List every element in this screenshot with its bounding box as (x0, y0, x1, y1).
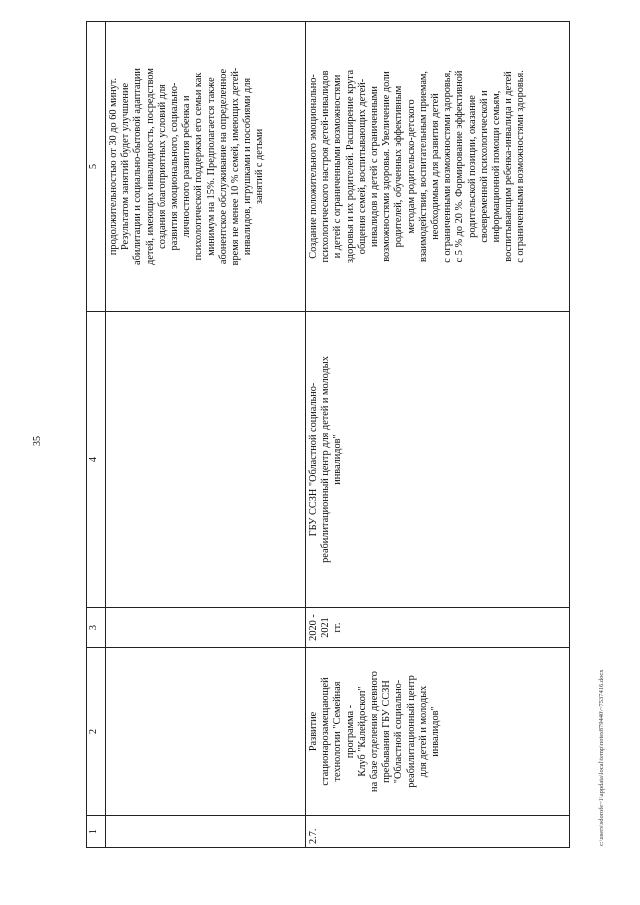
text-line: программа - (344, 704, 356, 759)
text-line: реабилитационный центр (405, 675, 417, 788)
expected-result-cell (306, 22, 570, 312)
text-line: "Областной социально- (393, 679, 405, 784)
text-line: технологии "Семейная (332, 681, 344, 782)
text-line: детей, имеющих инвалидность, посредством (144, 68, 156, 265)
text-line: ГБУ ССЗН "Областной социально- (308, 382, 319, 537)
text-line: время не менее 10 % семей, имеющих детей- (230, 67, 242, 266)
empty-cell (106, 608, 306, 648)
text-line: 2020 - (308, 614, 319, 641)
text-line: взаимодействия, воспитательным приемам, (417, 71, 429, 263)
column-header: 5 (87, 22, 106, 312)
text-line: инвалидов, игрушками и пособиями для (242, 77, 254, 256)
text-line: инвалидов и детей с ограниченными (369, 86, 381, 247)
page-number: 35 (32, 436, 43, 446)
text-line: продолжительностью от 30 до 60 минут. (108, 77, 119, 256)
text-line: создания благоприятных условий для (156, 84, 168, 249)
text-line: и детей с ограниченными возможностями (332, 74, 344, 259)
text-line: личностного развития ребенка и (181, 95, 193, 238)
text-line: развития эмоционального, социально- (169, 82, 181, 251)
continuation-row (106, 22, 306, 848)
text-line: общения семей, воспитывающих детей- (356, 78, 368, 255)
text-line: Клуб "Калейдоскоп" (356, 686, 368, 777)
text-line: здоровья и их родителей. Расширение круга (344, 69, 356, 264)
text-line: с ограниченными возможностями здоровья, (442, 70, 454, 263)
program-table (86, 21, 570, 848)
executor-cell (306, 312, 570, 608)
text-line: минимум на 15%. Предполагается также (205, 77, 217, 256)
text-line: Результатом занятий будет улучшение (120, 82, 132, 251)
column-header: 2 (87, 648, 106, 816)
activity-name-cell (306, 648, 570, 816)
text-line: абонентское обслуживание на определенное (217, 68, 229, 265)
text-line: психологической поддержки его семьи как (193, 72, 205, 261)
text-line: на базе отделения дневного (369, 671, 381, 792)
text-line: с 5 % до 20 %. Формирование эффективной (454, 70, 466, 263)
text-line: своевременной психологической и (478, 90, 490, 243)
text-line: родительской позиции, оказание (466, 95, 478, 238)
text-line: для детей и молодых (417, 685, 429, 778)
continuation-result-cell (106, 22, 306, 312)
column-header: 1 (87, 816, 106, 848)
empty-cell (106, 312, 306, 608)
text-line: Создание положительного эмоционально- (308, 74, 319, 259)
text-line: 2021 гг. (320, 617, 344, 638)
rotated-table-container (86, 22, 570, 848)
text-line: информационной помощи семьям, (491, 90, 503, 243)
text-line: абилитации и социально-бытовой адаптации (132, 68, 144, 265)
text-line: с ограниченными возможностями здоровья. (515, 70, 527, 263)
text-line: необходимым для развития детей (430, 93, 442, 240)
empty-cell (106, 816, 306, 848)
text-line: занятий с детьми (254, 128, 266, 205)
empty-cell (106, 648, 306, 816)
text-line: реабилитационный центр для детей и молодых (320, 356, 332, 563)
text-line: психологического настроя детей-инвалидов (320, 70, 332, 263)
text-line: методам родительско-детского (405, 99, 417, 234)
text-line: воспитывающим ребенка-инвалида и детей (503, 71, 515, 262)
text-line: возможностями здоровья. Увеличение доли (381, 71, 393, 262)
period-cell (306, 608, 570, 648)
table-row-2-7 (306, 22, 570, 848)
text-line: стационарозамещающей (320, 677, 332, 786)
text-line: родителей, обученных эффективным (393, 85, 405, 248)
row-number: 2.7. (306, 816, 570, 848)
file-path-footer: c:\users\sdorofe~1\appdata\local\temp\notes879440\~7537416.docx (598, 669, 605, 846)
text-line: Развитие (308, 711, 319, 752)
header-row (87, 22, 106, 848)
text-line: инвалидов" (332, 434, 344, 485)
text-line: пребывания ГБУ ССЗН (381, 680, 393, 783)
column-header: 3 (87, 608, 106, 648)
column-header: 4 (87, 312, 106, 608)
text-line: инвалидов" (430, 706, 442, 757)
